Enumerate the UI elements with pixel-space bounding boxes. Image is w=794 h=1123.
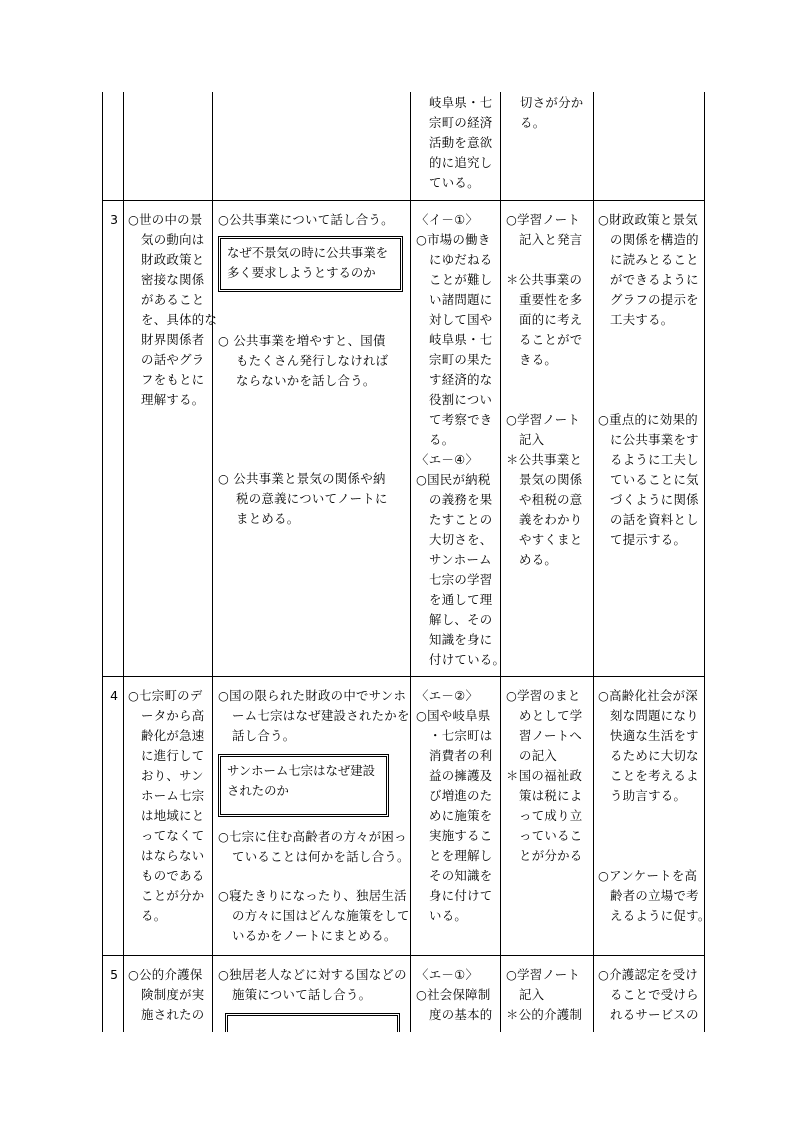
row1-activity-1: ○公共事業について話し合う。 (218, 212, 394, 227)
column-divider-method (593, 92, 594, 1032)
row2-number: 4 (110, 688, 118, 703)
row2-activity-3: ○寝たきりになったり、独居生活 の方々に国はどんな施策をして いるかをノートにまとめる。 (218, 888, 410, 943)
row-divider-2 (102, 676, 705, 677)
row3-number: 5 (110, 967, 118, 982)
column-divider-number (123, 92, 124, 1032)
row-divider-1 (102, 200, 705, 201)
row1-support-2: ○重点的に効果的 に公共事業をす るように工夫し ていることに気 づくように関係 の話を資料とし て提示する。 (598, 412, 699, 547)
row3-activity-1: ○独居老人などに対する国などの 施策について話し合う。 (218, 967, 407, 1002)
row1-eval-1: 〈イ－①〉 ○市場の働き にゆだねる ことが難し い諸問題に 対して国や 岐阜県・七 宗町の果た す経済的な 役割につい て考察でき る。 (416, 212, 493, 447)
row2-goal: ○七宗町のデ ータから高 齢化が急速 に進行して おり、サン ホーム七宗 は地域にと ってなくて はならない ものである ことが分か る。 (128, 688, 205, 923)
row2-method: ○学習のまと めとして学 習ノートへ の記入 ＊国の福祉政 策は税によ って成り立 っているこ とが分かる (506, 688, 583, 863)
row1-method-1: ○学習ノート 記入と発言 ＊公共事業の 重要性を多 面的に考え ることがで きる。 (506, 212, 583, 367)
row1-support-1: ○財政政策と景気 の関係を構造的 に読みとること ができるように グラフの提示を 工夫する。 (598, 212, 699, 327)
row2-support-2: ○アンケートを高 齢者の立場で考 えるように促す。 (598, 868, 711, 923)
table-border-left (102, 92, 103, 1032)
row3-goal: ○公的介護保 険制度が実 施されたの (128, 967, 205, 1022)
column-divider-activity (410, 92, 411, 1032)
row1-number: 3 (110, 212, 118, 227)
row1-activity-2: ○ 公共事業を増やすと、国債 もたくさん発行しなければ ならないかを話し合う。 (218, 333, 389, 388)
row2-activity-1: ○国の限られた財政の中でサンホ ーム七宗はなぜ建設されたかを 話し合う。 (218, 688, 410, 743)
row2-eval: 〈エ－②〉 ○国や岐阜県 ・七宗町は 消費者の利 益の擁護及 び増進のた めに施策を 実施するこ とを理解し その知識を 身に付けて いる。 (416, 688, 493, 923)
row-divider-3 (102, 955, 705, 956)
row1-goal: ○世の中の景 気の動向は 財政政策と 密接な関係 があること を、具体的な 財界関係者 の話やグラ フをもとに 理解する。 (128, 212, 218, 407)
row2-question-box: サンホーム七宗はなぜ建設 されたのか (218, 754, 389, 817)
row1-activity-3: ○ 公共事業と景気の関係や納 税の意義についてノートに まとめる。 (218, 471, 388, 526)
row1-method-2: ○学習ノート 記入 ＊公共事業と 景気の関係 や租税の意 義をわかり やすくまと める。 (506, 412, 583, 567)
row2-support-1: ○高齢化社会が深 刻な問題になり 快適な生活をす るために大切な ことを考えるよ う助言する。 (598, 688, 699, 803)
row3-eval: 〈エ－①〉 ○社会保障制 度の基本的 (416, 967, 493, 1022)
row3-support: ○介護認定を受け ることで受けら れるサービスの (598, 967, 699, 1022)
row1-eval-2: 〈エ－④〉 ○国民が納税 の義務を果 たすことの 大切さを、 サンホーム 七宗の学習 を通して理 解し、その 知識を身に 付けている。 (416, 452, 506, 667)
row0-eval: 岐阜県・七 宗町の経済 活動を意欲 的に追究し ている。 (429, 95, 493, 190)
row3-method: ○学習ノート 記入 ＊公的介護制 (506, 967, 583, 1022)
row2-activity-2: ○七宗に住む高齢者の方々が困っ ていることは何かを話し合う。 (218, 829, 410, 864)
row1-question-box: なぜ不景気の時に公共事業を 多く要求しようとするのか (218, 236, 403, 292)
page-bottom-margin (0, 1032, 794, 1123)
row0-method: 切さが分か る。 (520, 95, 584, 130)
